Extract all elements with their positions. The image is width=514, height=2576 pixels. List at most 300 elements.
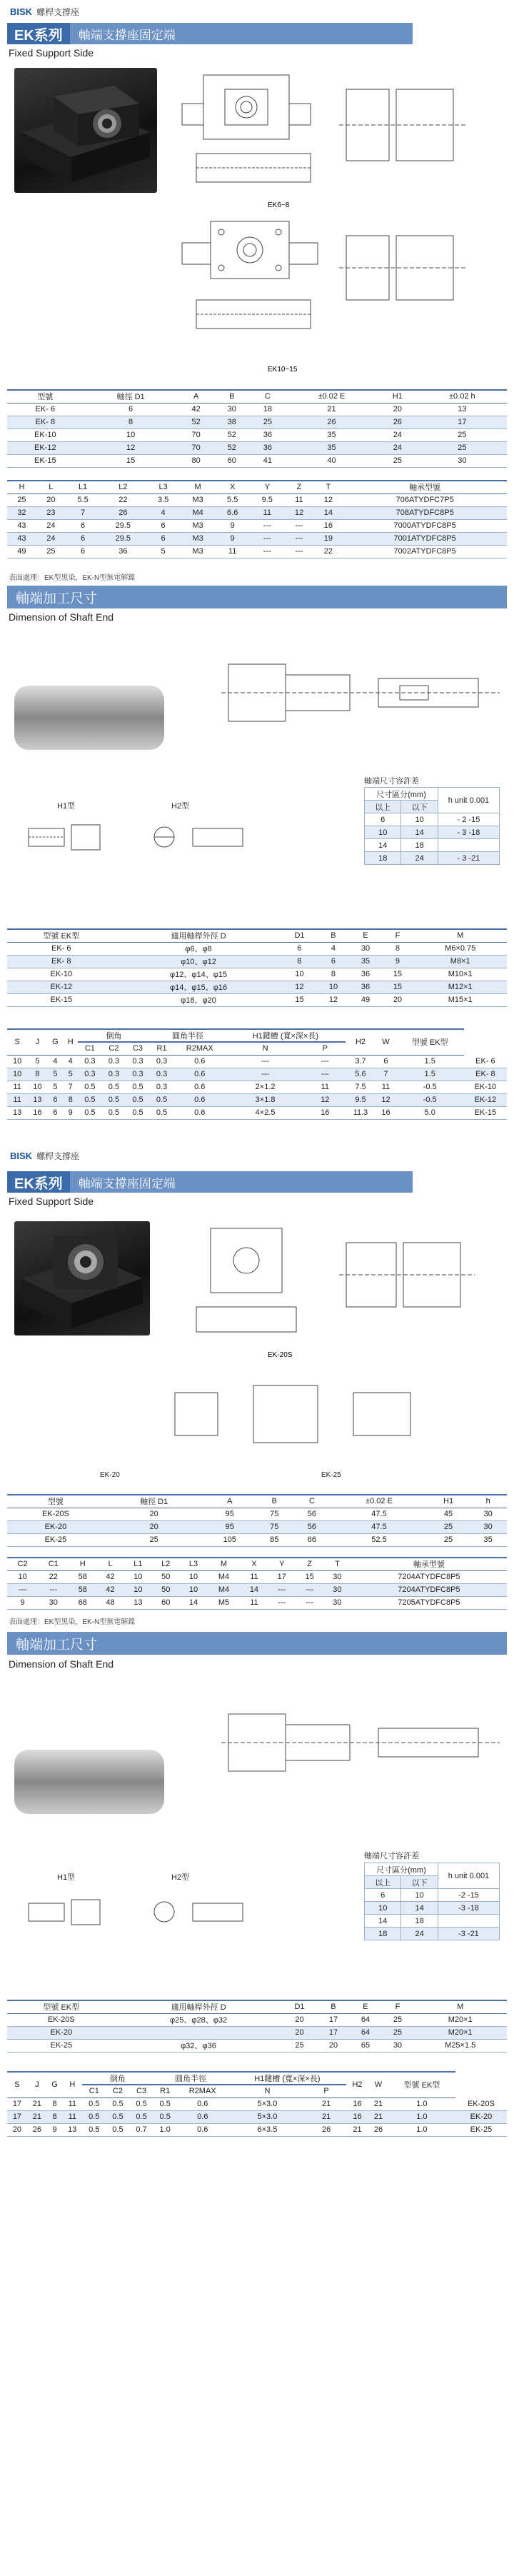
table-cell: M20×1 xyxy=(413,2013,507,2026)
table-cell: 7 xyxy=(376,1068,395,1081)
table-cell: 24 xyxy=(401,1928,438,1940)
table-cell: 0.5 xyxy=(82,2098,106,2110)
table-cell: 13 xyxy=(62,2123,82,2136)
table-cell: 8 xyxy=(63,1093,78,1106)
table-cell: 11 xyxy=(376,1081,395,1093)
table-row xyxy=(7,519,507,532)
table-header: C2 xyxy=(7,1558,38,1570)
tolerance-row xyxy=(365,1902,500,1915)
section2-subtitle: Fixed Support Side xyxy=(9,1196,94,1207)
table-header: 適用軸桿外徑 D xyxy=(116,2000,282,2013)
table-cell: 0.3 xyxy=(78,1055,102,1068)
table-cell: 35 xyxy=(469,1533,507,1546)
table-cell: 11 xyxy=(285,493,314,506)
table-cell: 21 xyxy=(27,2098,47,2110)
table-cell: 64 xyxy=(349,2026,381,2039)
table-header: Z xyxy=(285,481,314,493)
table-row xyxy=(7,1055,507,1068)
tolerance-row xyxy=(365,852,500,865)
table-cell: 48 xyxy=(96,1596,124,1609)
table-cell: 6 xyxy=(146,532,181,545)
table-cell: 12 xyxy=(313,493,343,506)
table-cell: 7204ATYDFC8P5 xyxy=(351,1583,507,1596)
table-cell: 30 xyxy=(469,1520,507,1533)
label: C1 xyxy=(82,2085,106,2098)
table-cell: EK- 6 xyxy=(7,942,116,955)
table-cell: 10 xyxy=(365,826,401,839)
table-cell: 45 xyxy=(428,1508,470,1520)
table-cell: 0.3 xyxy=(102,1068,126,1081)
shaft1-h2-label: H2型 xyxy=(171,802,190,811)
label: h unit 0.001 xyxy=(438,1863,499,1889)
table-cell: 14 xyxy=(180,1596,208,1609)
section2-badge: EK系列 xyxy=(7,1171,70,1193)
table-cell: φ18、φ20 xyxy=(116,993,282,1006)
table-cell: EK- 6 xyxy=(464,1055,507,1068)
table-cell: 5 xyxy=(48,1068,64,1081)
label: R1 xyxy=(150,1042,174,1055)
table-cell: EK-20S xyxy=(7,2013,116,2026)
table-header: h xyxy=(469,1495,507,1508)
table-row xyxy=(7,2123,507,2136)
table-cell: 25 xyxy=(418,441,507,454)
table-cell: 3.7 xyxy=(346,1055,376,1068)
table-row xyxy=(7,1583,507,1596)
table-cell: φ10、φ12 xyxy=(116,955,282,968)
table-cell: 12 xyxy=(317,993,349,1006)
table-row xyxy=(7,1106,507,1119)
table-cell: M25×1.5 xyxy=(413,2039,507,2052)
table-cell: 7204ATYDFC8P5 xyxy=(351,1570,507,1583)
table-cell: 14 xyxy=(365,1915,401,1928)
table-row xyxy=(7,2098,507,2110)
table-cell: 25 xyxy=(428,1520,470,1533)
table-cell: 5 xyxy=(63,1068,78,1081)
table-cell: φ25、φ28、φ32 xyxy=(116,2013,282,2026)
table-cell: 11 xyxy=(7,1093,27,1106)
table-cell: 12 xyxy=(281,981,317,993)
table-cell: --- xyxy=(285,545,314,558)
table-row xyxy=(7,2026,507,2039)
table-cell: 14 xyxy=(401,826,438,839)
table-cell: 13 xyxy=(7,1106,27,1119)
brand-header xyxy=(10,6,79,18)
table-cell: --- xyxy=(305,1068,346,1081)
table-cell: 1.5 xyxy=(396,1055,464,1068)
table-cell: 0.6 xyxy=(177,2123,228,2136)
drawing-label-ek25: EK-25 xyxy=(321,1471,341,1479)
table-header: 型號 EK型 xyxy=(7,929,116,942)
s2-table2 xyxy=(7,1557,507,1610)
table-cell: 4 xyxy=(63,1055,78,1068)
table-row xyxy=(7,2110,507,2123)
table-row xyxy=(7,403,507,416)
shaft2-table2 xyxy=(7,2071,507,2137)
table-cell: M10×1 xyxy=(413,968,507,981)
table-cell: M4 xyxy=(207,1583,240,1596)
table-header: T xyxy=(323,1558,351,1570)
table-cell: 0.3 xyxy=(78,1068,102,1081)
table-cell: 11 xyxy=(215,545,250,558)
table-cell: 20 xyxy=(281,2026,317,2039)
table-row xyxy=(7,429,507,441)
label: R2MAX xyxy=(177,2085,228,2098)
table-cell: 8 xyxy=(27,1068,47,1081)
table-cell: 56 xyxy=(293,1520,331,1533)
drawing-ek20-25 xyxy=(168,1214,510,1514)
table-cell: 21 xyxy=(306,2110,346,2123)
label: H1 xyxy=(378,390,418,403)
table-cell: M4 xyxy=(181,506,216,519)
table-header: H xyxy=(69,1558,96,1570)
table-cell: 10 xyxy=(281,968,317,981)
table-cell: 52 xyxy=(214,429,250,441)
label: 型號 EK型 xyxy=(396,1029,464,1055)
table-header: Y xyxy=(250,481,285,493)
table-cell: 64 xyxy=(349,2013,381,2026)
table-cell: 9 xyxy=(215,532,250,545)
product-photo-ek6 xyxy=(14,68,157,193)
table-cell: 5.5 xyxy=(66,493,101,506)
table-cell: 25 xyxy=(378,454,418,467)
table-cell: 35 xyxy=(349,955,381,968)
table-cell: 0.5 xyxy=(78,1081,102,1093)
table-cell: 0.5 xyxy=(82,2123,106,2136)
label: B xyxy=(214,390,250,403)
label: ±0.02 h xyxy=(418,390,507,403)
table-cell: 1.0 xyxy=(388,2110,455,2123)
table-cell: 16 xyxy=(376,1106,395,1119)
table-cell: 0.5 xyxy=(129,2098,153,2110)
table-cell: 0.5 xyxy=(150,1106,174,1119)
table-cell: -0.5 xyxy=(396,1081,464,1093)
table-row xyxy=(7,968,507,981)
table-cell: 19 xyxy=(313,532,343,545)
table-cell: 20 xyxy=(378,403,418,416)
shaft2-tol-table xyxy=(364,1863,500,1940)
table-cell: EK- 6 xyxy=(7,403,84,416)
table-cell: EK-20S xyxy=(455,2098,507,2110)
table-header: 型號 xyxy=(7,1495,104,1508)
table-cell: 42 xyxy=(178,403,214,416)
table-cell: 42 xyxy=(96,1570,124,1583)
table-cell: M8×1 xyxy=(413,955,507,968)
table-cell: 25 xyxy=(381,2013,413,2026)
table-cell: 9 xyxy=(381,955,413,968)
table-header: ±0.02 E xyxy=(331,1495,428,1508)
table-cell: 70 xyxy=(178,429,214,441)
table-cell: 6.6 xyxy=(215,506,250,519)
table-cell: 49 xyxy=(349,993,381,1006)
table-cell: EK-15 xyxy=(464,1106,507,1119)
table-cell: 15 xyxy=(381,968,413,981)
table-cell: 9 xyxy=(215,519,250,532)
table-cell: 10 xyxy=(7,1068,27,1081)
table-cell: EK-12 xyxy=(464,1093,507,1106)
table-cell: 4 xyxy=(48,1055,64,1068)
table-cell: 24 xyxy=(378,441,418,454)
table-cell: 21 xyxy=(346,2123,368,2136)
table-cell: 40 xyxy=(286,454,378,467)
table-cell: 8 xyxy=(281,955,317,968)
label: C xyxy=(250,390,286,403)
table-header: D1 xyxy=(281,2000,317,2013)
table-cell: 8 xyxy=(47,2110,63,2123)
label: BISK xyxy=(10,1151,33,1161)
table-cell: 17 xyxy=(317,2026,349,2039)
table-header: C1 xyxy=(38,1558,69,1570)
table-cell: M3 xyxy=(181,519,216,532)
product-photo-ek20 xyxy=(14,1221,150,1335)
table-cell: 70 xyxy=(178,441,214,454)
label: C3 xyxy=(129,2085,153,2098)
table-cell: 0.3 xyxy=(150,1055,174,1068)
table-header: A xyxy=(204,1495,256,1508)
label: 圓角半徑 xyxy=(153,2072,228,2085)
table-cell: 21 xyxy=(306,2098,346,2110)
table-cell: 30 xyxy=(323,1583,351,1596)
table-cell: 38 xyxy=(214,416,250,429)
label: P xyxy=(305,1042,346,1055)
table-cell: EK-15 xyxy=(7,993,116,1006)
table-cell: 52 xyxy=(214,441,250,454)
label: H xyxy=(63,1029,78,1055)
table-cell: 708ATYDFC8P5 xyxy=(343,506,507,519)
table-cell: 6 xyxy=(84,403,178,416)
table-cell: EK-10 xyxy=(7,429,84,441)
table-cell: 50 xyxy=(152,1570,180,1583)
table-cell: 0.5 xyxy=(150,1093,174,1106)
table-header: F xyxy=(381,2000,413,2013)
table-cell: EK-10 xyxy=(7,968,116,981)
table-cell: 6 xyxy=(376,1055,395,1068)
table-row xyxy=(7,545,507,558)
table-header: M xyxy=(413,2000,507,2013)
table-header: L1 xyxy=(66,481,101,493)
table-cell: 5×3.0 xyxy=(228,2098,306,2110)
table-cell: 0.3 xyxy=(102,1055,126,1068)
table-cell: 20 xyxy=(7,2123,27,2136)
table-cell: EK-10 xyxy=(464,1081,507,1093)
table-cell: 24 xyxy=(36,532,66,545)
table-cell xyxy=(116,2026,282,2039)
table-cell: 7205ATYDFC8P5 xyxy=(351,1596,507,1609)
s2-note: 表面處理：EK型黑染，EK-N型無電解鎳 xyxy=(9,1618,136,1626)
table-cell: 20 xyxy=(104,1508,204,1520)
table-cell: -0.5 xyxy=(396,1093,464,1106)
table-cell: φ14、φ15、φ16 xyxy=(116,981,282,993)
table-cell: 0.5 xyxy=(153,2098,177,2110)
label: H xyxy=(62,2072,82,2098)
table-cell: 18 xyxy=(401,839,438,852)
table-row xyxy=(7,1533,507,1546)
table-cell: 47.5 xyxy=(331,1520,428,1533)
table-cell: 10 xyxy=(7,1570,38,1583)
table-cell: 1.0 xyxy=(153,2123,177,2136)
label: 螺桿支撐座 xyxy=(36,1151,80,1161)
label: 倒角 xyxy=(82,2072,153,2085)
table-cell: 10 xyxy=(124,1583,152,1596)
table-cell: 29.5 xyxy=(100,519,146,532)
table-cell: 30 xyxy=(469,1508,507,1520)
table-cell: 65 xyxy=(349,2039,381,2052)
table-cell: 0.3 xyxy=(150,1081,174,1093)
table-cell: 20 xyxy=(104,1520,204,1533)
table-cell: 7 xyxy=(66,506,101,519)
table-cell: 6 xyxy=(281,942,317,955)
table-cell: 25 xyxy=(381,2026,413,2039)
table-cell: 56 xyxy=(293,1508,331,1520)
table-header: H xyxy=(7,481,36,493)
table-cell: 25 xyxy=(250,416,286,429)
table-cell: 15 xyxy=(281,993,317,1006)
table-cell: --- xyxy=(285,519,314,532)
table-cell: -3 -18 xyxy=(438,1902,499,1915)
table-cell: EK- 8 xyxy=(464,1068,507,1081)
table-cell: EK-25 xyxy=(7,2039,116,2052)
table-cell: 68 xyxy=(69,1596,96,1609)
table-cell: 58 xyxy=(69,1583,96,1596)
table-cell: EK-20S xyxy=(7,1508,104,1520)
table-header: C xyxy=(293,1495,331,1508)
table-header: L3 xyxy=(146,481,181,493)
table-cell: 6 xyxy=(48,1106,64,1119)
table-cell: 47.5 xyxy=(331,1508,428,1520)
table-cell: --- xyxy=(250,532,285,545)
table-cell: 0.5 xyxy=(78,1093,102,1106)
label: N xyxy=(226,1042,305,1055)
table-cell: 0.6 xyxy=(173,1081,226,1093)
table-cell: 20 xyxy=(36,493,66,506)
table-cell: 52 xyxy=(178,416,214,429)
table-cell: EK-12 xyxy=(7,441,84,454)
table-cell: M6×0.75 xyxy=(413,942,507,955)
label: 倒角 xyxy=(78,1029,150,1042)
table-cell: 16 xyxy=(27,1106,47,1119)
table-cell: --- xyxy=(268,1596,296,1609)
table-cell: 60 xyxy=(152,1596,180,1609)
table-cell: 80 xyxy=(178,454,214,467)
table-cell: φ32、φ36 xyxy=(116,2039,282,2052)
table-cell: 58 xyxy=(69,1570,96,1583)
tolerance-row xyxy=(365,813,500,826)
table-header: L3 xyxy=(180,1558,208,1570)
label: C1 xyxy=(78,1042,102,1055)
table-header: L1 xyxy=(124,1558,152,1570)
table-cell: --- xyxy=(250,545,285,558)
shaft1-table1 xyxy=(7,928,507,1007)
label: 尺寸區分(mm) xyxy=(365,1863,438,1876)
table-cell: 26 xyxy=(100,506,146,519)
table-header: B xyxy=(317,2000,349,2013)
table-cell: 24 xyxy=(401,852,438,865)
tolerance-row xyxy=(365,826,500,839)
table-cell: 21 xyxy=(368,2098,388,2110)
drawing-ek6-8 xyxy=(168,61,510,211)
table-cell: 16 xyxy=(305,1106,346,1119)
table-cell: 21 xyxy=(368,2110,388,2123)
brand-header-2 xyxy=(10,1150,79,1162)
label: H1鍵槽 (寬×深×長) xyxy=(228,2072,346,2085)
table-cell: 95 xyxy=(204,1520,256,1533)
table-cell: 0.6 xyxy=(177,2110,228,2123)
section1-title: 軸端支撐座固定端 xyxy=(70,23,413,44)
table-cell: 8 xyxy=(84,416,178,429)
table-cell: M3 xyxy=(181,532,216,545)
table-cell: 4 xyxy=(146,506,181,519)
table-header: M xyxy=(207,1558,240,1570)
label: J xyxy=(27,1029,47,1055)
table-cell: 85 xyxy=(256,1533,293,1546)
table-cell: 0.5 xyxy=(126,1093,150,1106)
table-cell: 4×2.5 xyxy=(226,1106,305,1119)
table-cell: 30 xyxy=(381,2039,413,2052)
label: 以上 xyxy=(365,1876,401,1889)
table-cell: 0.5 xyxy=(106,2110,129,2123)
table-row xyxy=(7,1068,507,1081)
label: ±0.02 E xyxy=(286,390,378,403)
table-cell: 5 xyxy=(48,1081,64,1093)
table-cell: --- xyxy=(268,1583,296,1596)
table-cell: M20×1 xyxy=(413,2026,507,2039)
table-cell: 26 xyxy=(306,2123,346,2136)
table-cell: --- xyxy=(305,1055,346,1068)
table-cell: 6 xyxy=(48,1093,64,1106)
table-cell: 25 xyxy=(104,1533,204,1546)
table-cell: 8 xyxy=(317,968,349,981)
table-cell: EK-20 xyxy=(7,2026,116,2039)
shaft2-tol-title: 軸端尺寸容許差 xyxy=(364,1852,419,1860)
s1-table1 xyxy=(7,389,507,468)
table-cell: 22 xyxy=(38,1570,69,1583)
table-cell: 23 xyxy=(36,506,66,519)
table-cell: 1.0 xyxy=(388,2098,455,2110)
label: C2 xyxy=(102,1042,126,1055)
table-cell: 16 xyxy=(313,519,343,532)
table-cell: 60 xyxy=(214,454,250,467)
shaft2-h2-label: H2型 xyxy=(171,1873,190,1882)
table-cell: 41 xyxy=(250,454,286,467)
table-cell: 36 xyxy=(100,545,146,558)
table-cell: 7002ATYDFC8P5 xyxy=(343,545,507,558)
shaft2-h-diagrams xyxy=(21,1889,271,1953)
table-row xyxy=(7,993,507,1006)
table-cell: 50 xyxy=(152,1583,180,1596)
table-header: M xyxy=(413,929,507,942)
table-cell: 0.6 xyxy=(173,1055,226,1068)
table-row xyxy=(7,1520,507,1533)
section1-header xyxy=(7,23,413,44)
table-cell: 25 xyxy=(281,2039,317,2052)
table-cell: 7001ATYDFC8P5 xyxy=(343,532,507,545)
table-cell: 0.3 xyxy=(150,1068,174,1081)
table-cell: 706ATYDFC7P5 xyxy=(343,493,507,506)
table-cell: 10 xyxy=(317,981,349,993)
table-cell: 26 xyxy=(378,416,418,429)
label: G xyxy=(48,1029,64,1055)
table-cell: 18 xyxy=(250,403,286,416)
table-cell: 0.5 xyxy=(126,1081,150,1093)
table-cell: 0.7 xyxy=(129,2123,153,2136)
label: G xyxy=(47,2072,63,2098)
label: 尺寸區分(mm) xyxy=(365,788,438,801)
table-cell: 42 xyxy=(96,1583,124,1596)
table-cell: 9 xyxy=(47,2123,63,2136)
table-cell: 49 xyxy=(7,545,36,558)
table-cell: 0.5 xyxy=(82,2110,106,2123)
table-cell: 66 xyxy=(293,1533,331,1546)
label: S xyxy=(7,2072,27,2098)
